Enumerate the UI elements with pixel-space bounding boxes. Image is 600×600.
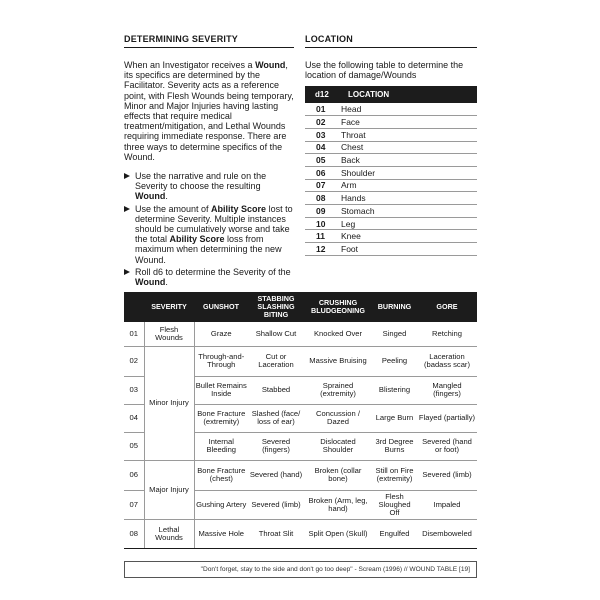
wound-col-number [124, 292, 144, 322]
severity-group-flesh: Flesh Wounds [144, 322, 194, 346]
wound-row: 07 Gushing Artery Severed (limb) Broken (Arm, leg, hand) Flesh Sloughed Off Impaled [124, 490, 477, 519]
wound-table-header [124, 292, 477, 322]
location-row: 10 Leg [305, 217, 477, 230]
location-row: 01 Head [305, 103, 477, 116]
severity-group-minor: Minor Injury [144, 346, 194, 460]
bullet-triangle-icon [124, 173, 130, 179]
location-row: 04 Chest [305, 141, 477, 154]
severity-methods-list [124, 171, 294, 287]
location-row: 12 Foot [305, 243, 477, 256]
location-heading: LOCATION [305, 34, 477, 48]
wound-col-crushing: CRUSHING BLUDGEONING [304, 292, 372, 322]
wound-col-stabbing: STABBING SLASHING BITING [248, 292, 304, 322]
wound-row: 02 Minor Injury Through-and-Through Cut or Laceration Massive Bruising Peeling Laceration (badass scar) [124, 346, 477, 376]
severity-group-lethal: Lethal Wounds [144, 519, 194, 548]
severity-method-1: Use the narrative and rule on the Severity to choose the resulting Wound. [124, 171, 294, 202]
location-row: 09 Stomach [305, 205, 477, 218]
location-row: 06 Shoulder [305, 166, 477, 179]
location-row: 05 Back [305, 154, 477, 167]
location-row: 07 Arm [305, 179, 477, 192]
location-col-location: LOCATION [337, 86, 477, 103]
page-footer: "Don't forget, stay to the side and don't go too deep" - Scream (1996) // WOUND TABLE [19] [124, 561, 477, 578]
severity-section [124, 34, 294, 289]
wound-row: 01 Flesh Wounds Graze Shallow Cut Knocked Over Singed Retching [124, 322, 477, 346]
wound-col-burning: BURNING [372, 292, 417, 322]
location-row: 02 Face [305, 116, 477, 129]
wound-table [124, 292, 477, 549]
wound-row: 04 Bone Fracture (extremity) Slashed (face/ loss of ear) Concussion / Dazed Large Burn Flayed (partially) [124, 404, 477, 432]
wound-col-gore: GORE [417, 292, 477, 322]
location-col-roll: d12 [305, 86, 337, 103]
location-table [305, 86, 477, 256]
severity-group-major: Major Injury [144, 460, 194, 519]
severity-intro-paragraph: When an Investigator receives a Wound, its specifics are determined by the Facilitator. Severity acts as a reference point, with Flesh Wounds being temporary, Minor and Major Injuries having lasting effects that require medical treatment/mitigation, and Lethal Wounds requiring immediate response. There are three ways to determine specifics of the Wound. [124, 60, 294, 162]
location-intro: Use the following table to determine the location of damage/Wounds [305, 60, 464, 80]
bullet-triangle-icon [124, 269, 130, 275]
wound-row: 06 Major Injury Bone Fracture (chest) Severed (hand) Broken (collar bone) Still on Fire (extremity) Severed (limb) [124, 460, 477, 490]
severity-method-3: Roll d6 to determine the Severity of the Wound. [124, 267, 294, 287]
wound-row: 05 Internal Bleeding Severed (fingers) Dislocated Shoulder 3rd Degree Burns Severed (hand or foot) [124, 432, 477, 460]
wound-row: 03 Bullet Remains Inside Stabbed Sprained (extremity) Blistering Mangled (fingers) [124, 376, 477, 404]
location-table-header [305, 86, 477, 103]
severity-heading: DETERMINING SEVERITY [124, 34, 294, 48]
location-row: 03 Throat [305, 128, 477, 141]
location-row: 11 Knee [305, 230, 477, 243]
location-row: 08 Hands [305, 192, 477, 205]
bullet-triangle-icon [124, 206, 130, 212]
location-section [305, 34, 477, 256]
severity-method-2: Use the amount of Ability Score lost to determine Severity. Multiple instances should be cumulatively worse and take the total Ability Score loss from maximum when determining the new Wound. [124, 204, 294, 265]
wound-col-severity: SEVERITY [144, 292, 194, 322]
wound-row: 08 Lethal Wounds Massive Hole Throat Slit Split Open (Skull) Engulfed Disemboweled [124, 519, 477, 548]
wound-col-gunshot: GUNSHOT [194, 292, 248, 322]
